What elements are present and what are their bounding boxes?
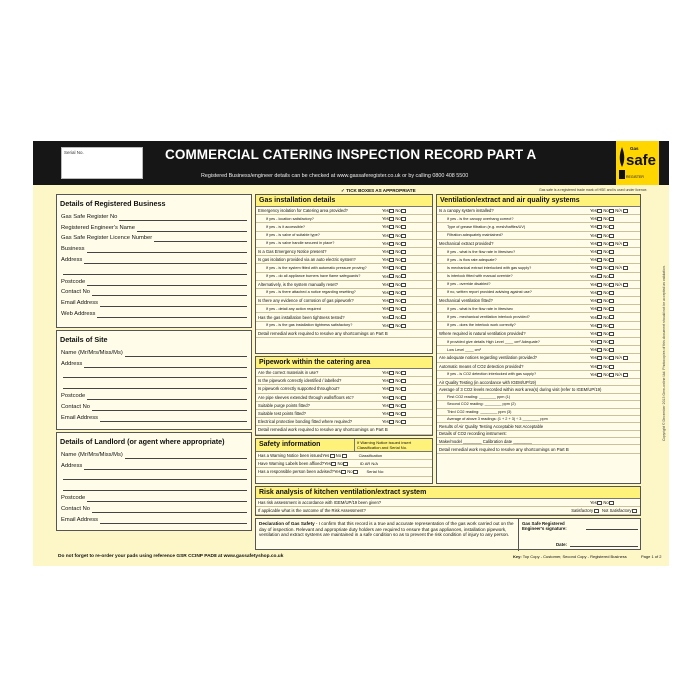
air-quality-text: Results of Air Quality Testing Acceptable Not Acceptable [439,423,544,429]
ventilation-check-options[interactable]: Yes No [590,347,638,352]
trademark-note: Gas safe is a registered trade mark of HSE and is used under licence. [539,188,648,192]
landlord-field-input[interactable] [84,464,247,470]
pipework-check-options[interactable]: Yes No [382,370,430,375]
pipework-check-options[interactable]: Yes No [382,395,430,400]
ventilation-check-question: Type of grease filtration (e.g. mesh/baffles/UV) [447,224,526,229]
gas-check-options[interactable]: Yes No [382,315,430,320]
ventilation-check-row [437,338,640,346]
landlord-field-row [57,502,251,513]
gas-check-question: Is there any evidence of corrosion of gas pipework? [258,298,354,304]
pipework-check-question: Are the correct materials in use? [258,370,319,376]
gas-check-question: Alternatively, is the system manually reset? [258,281,338,287]
serial-number-field[interactable] [61,147,143,179]
ventilation-check-options[interactable]: Yes No N/A [590,282,638,287]
business-field-input[interactable] [97,312,247,318]
ventilation-check-options[interactable]: Yes No N/A [590,208,638,213]
air-quality-text: Make/model ________ Calibration date ________ [439,438,532,444]
risk-analysis-panel [255,486,641,516]
ventilation-check-row [437,289,640,297]
site-field-label: Contact No [61,403,90,410]
ventilation-check-question: Is interlock fitted with manual override? [447,274,513,279]
ventilation-check-options[interactable]: Yes No [590,233,638,238]
gas-check-options[interactable]: Yes No [382,249,430,254]
pipework-check-row [256,402,432,410]
air-quality-text: Average of 3 CO2 levels recorded within work area(s) during visit (refer to IGEM/UP/19) [439,387,602,393]
landlord-field-input[interactable] [87,496,247,502]
ventilation-check-question: Mechanical ventilation fitted? [439,298,493,304]
business-field-input[interactable] [137,226,247,232]
gas-check-row [256,264,432,272]
declaration-text: Declaration of Gas Safety - I confirm that this record is a true and accurate representation of the gas work carried out on the day of inspection. Relevant and appropriate duty holders are required to ensure that gas appliances, installation pipework, ventilation and extract systems are maintained in a safe condition so as to prevent the risk condition of injury to any person. [259,521,514,538]
risk-outcome-options[interactable]: Satisfactory Not Satisfactory [571,508,638,513]
site-field-row [57,357,251,368]
ventilation-check-options[interactable]: Yes No [590,257,638,262]
business-field-label: Business [61,246,85,253]
gas-check-options[interactable]: Yes No [382,224,430,229]
gas-check-question: If yes - location satisfactory? [266,216,314,221]
gas-check-question: If yes - detail any action required [266,306,321,311]
air-quality-text: Details of CO2 recording instrument: [439,431,507,437]
site-field-row [57,368,251,379]
safety-check-row [256,460,432,468]
air-quality-row[interactable] [437,394,640,401]
landlord-details-title: Details of Landlord (or agent where appropriate) [60,437,225,446]
site-field-label: Name (Mr/Mrs/Miss/Ms) [61,349,123,356]
air-quality-row[interactable] [437,438,640,445]
pipework-check-row [256,410,432,418]
pipework-check-row [256,418,432,426]
gas-check-row [256,240,432,248]
safety-check-row [256,452,432,460]
form-header [33,141,669,185]
warning-notice-instruction: If Warning Notice issued insert Classification and Serial No. [354,439,432,451]
ventilation-check-row [437,354,640,362]
ventilation-check-options[interactable]: Yes No N/A [590,265,638,270]
copy-key: Key: Top Copy - Customer, Second Copy - Registered Business [513,554,627,559]
safety-check-question: Have Warning Labels been affixed? [258,461,325,467]
ventilation-panel [436,194,641,484]
air-quality-row[interactable] [437,423,640,430]
ventilation-check-options[interactable]: Yes No [590,315,638,320]
air-quality-row[interactable] [437,409,640,416]
gas-check-options[interactable]: Yes No [382,257,430,262]
gas-check-row [256,207,432,215]
business-field-row [57,242,251,253]
ventilation-check-options[interactable]: Yes No [590,274,638,279]
ventilation-check-row [437,297,640,305]
business-field-input[interactable] [119,215,247,221]
safety-check-options[interactable]: Yes No [324,461,357,466]
site-field-row [57,411,251,422]
risk-outcome-row: If applicable what is the outcome of the Risk Assessment? Satisfactory Not Satisfactory [256,507,640,515]
tick-boxes-instruction: ✓ TICK BOXES AS APPROPRIATE [341,188,416,193]
business-field-row [57,275,251,286]
risk-analysis-title: Risk analysis of kitchen ventilation/extract system [256,487,640,499]
air-quality-text: Third CO2 reading: ________ ppm (3) [447,409,512,414]
ventilation-check-question: If yes - mechanical ventilation interlock provided? [447,315,530,320]
registered-business-title: Details of Registered Business [60,199,166,208]
ventilation-remedial-note: Detail remedial work required to resolve any shortcomings on Part B [437,445,640,453]
gas-check-row [256,289,432,297]
gas-check-question: If yes - is the gas installation tightness satisfactory? [266,323,353,328]
gas-check-options[interactable]: Yes No [382,306,430,311]
gas-check-options[interactable]: Yes No [382,265,430,270]
gas-check-row [256,273,432,281]
ventilation-check-question: If no, written report provided advising against use? [447,290,532,295]
gas-check-row [256,297,432,305]
pipework-check-question: Is the pipework correctly identified / labelled? [258,378,342,384]
ventilation-check-row [437,248,640,256]
safety-check-options[interactable]: Yes No [322,453,355,458]
business-field-label: Gas Safe Register Licence Number [61,235,153,242]
landlord-field-label: Postcode [61,494,86,501]
ventilation-check-question: If yes - does the interlock work correctly? [447,323,516,328]
date-label: Date: [556,542,567,547]
ventilation-check-row [437,256,640,264]
gas-check-options[interactable]: Yes No [382,216,430,221]
pipework-check-row [256,369,432,377]
ventilation-check-row [437,223,640,231]
site-field-row [57,389,251,400]
risk-assessment-row: Has risk assessment in accordance with IGEM/UP/19 been given? Yes No [256,499,640,507]
gas-check-options[interactable]: Yes No [382,274,430,279]
business-field-row [57,286,251,297]
ventilation-check-question: If yes - is the canopy overhang correct? [447,216,514,221]
pipework-check-question: Suitable purge points fitted? [258,402,310,408]
pipework-remedial-note: Detail remedial work required to resolve any shortcomings on Part B [256,426,432,434]
air-quality-row[interactable] [437,401,640,408]
pipework-check-options[interactable]: Yes No [382,378,430,383]
ventilation-check-question: If yes - what is the flow rate in litres/sec? [447,249,516,254]
logo-text-safe: safe [626,152,657,169]
ventilation-check-options[interactable]: Yes No N/A [590,372,638,377]
site-field-input[interactable] [63,383,247,389]
ventilation-check-question: Filtration adequately maintained? [447,233,503,238]
gas-check-options[interactable]: Yes No [382,298,430,303]
gas-check-options[interactable]: Yes No [382,282,430,287]
site-field-input[interactable] [84,362,247,368]
ventilation-check-row [437,330,640,338]
flame-icon [618,145,626,181]
safety-information-title: Safety information [256,439,354,451]
landlord-field-input[interactable] [92,507,247,513]
gas-check-options[interactable]: Yes No [382,208,430,213]
ventilation-check-row [437,322,640,330]
site-field-label: Email Address [61,414,99,421]
gas-check-options[interactable]: Yes No [382,290,430,295]
landlord-field-row [57,491,251,502]
business-field-input[interactable] [92,290,247,296]
site-field-input[interactable] [87,394,247,400]
business-field-label: Gas Safe Register No [61,213,118,220]
gas-check-options[interactable]: Yes No [382,323,430,328]
gas-check-question: Is a Gas Emergency Notice present? [258,249,327,255]
safety-check-row [256,468,432,476]
business-field-input[interactable] [84,258,247,264]
gas-check-question: Emergency isolation for Catering area provided? [258,208,348,214]
ventilation-check-options[interactable]: Yes No [590,249,638,254]
gas-check-question: Has the gas installation been tightness tested? [258,314,345,320]
landlord-field-row [57,448,251,459]
ventilation-check-question: Are adequate notices regarding ventilation provided? [439,355,538,361]
landlord-field-row [57,459,251,470]
business-field-label: Postcode [61,278,86,285]
ventilation-check-options[interactable]: Yes No N/A [590,355,638,360]
landlord-field-label: Address [61,462,83,469]
gas-check-row [256,223,432,231]
ventilation-check-options[interactable]: Yes No [590,331,638,336]
air-quality-text: First CO2 reading: ________ ppm (1) [447,394,511,399]
inspection-form-sheet [33,141,669,566]
ventilation-check-row [437,363,640,371]
landlord-field-row [57,513,251,524]
safety-check-extra: Classification [358,453,383,459]
business-field-row [57,264,251,275]
ventilation-check-question: Is a canopy system installed? [439,208,494,214]
business-field-row [57,296,251,307]
safety-information-panel [255,438,433,484]
pipework-panel [255,356,433,436]
gas-check-question: If yes - is valve of suitable type? [266,233,320,238]
pipework-check-question: Are pipe sleeves extended through walls/floors etc? [258,394,354,400]
gas-check-row [256,313,432,321]
gas-check-options[interactable]: Yes No [382,233,430,238]
gas-safe-logo [616,141,659,185]
declaration-panel [255,518,641,550]
pipework-check-question: Is pipework correctly supported throughout? [258,386,340,392]
ventilation-check-row [437,232,640,240]
air-quality-row[interactable] [437,431,640,438]
air-quality-text: Air Quality Testing (in accordance with IGEM/UP/19) [439,379,536,385]
pipework-check-row [256,394,432,402]
landlord-field-row [57,470,251,481]
air-quality-row [437,379,640,386]
gas-check-question: If yes - do all appliance burners have flame safeguards? [266,274,361,279]
pipework-check-options[interactable]: Yes No [382,386,430,391]
gas-check-question: Is gas isolation provided via an auto electric system? [258,257,356,263]
ventilation-check-options[interactable]: Yes No [590,306,638,311]
ventilation-check-question: If yes - override disabled? [447,282,491,287]
ventilation-title: Ventilation/extract and air quality systems [437,195,640,207]
site-details-title: Details of Site [60,335,108,344]
site-field-row [57,400,251,411]
gas-installation-title: Gas installation details [256,195,432,207]
business-field-label: Registered Engineer's Name [61,224,135,231]
ventilation-check-options[interactable]: Yes No [590,216,638,221]
ventilation-check-question: If yes - is flow rate adequate? [447,257,497,262]
gas-check-row [256,281,432,289]
site-field-row [57,346,251,357]
business-field-input[interactable] [63,269,247,275]
landlord-field-input[interactable] [63,485,247,491]
landlord-field-row [57,480,251,491]
gas-check-row [256,215,432,223]
ventilation-check-question: Where required is natural ventilation provided? [439,330,526,336]
gas-check-options[interactable]: Yes No [382,241,430,246]
gas-check-row [256,256,432,264]
business-field-row [57,253,251,264]
air-quality-row[interactable] [437,416,640,423]
air-quality-text: Second CO2 reading: ________ ppm (2) [447,402,516,407]
ventilation-check-row [437,371,640,379]
pipework-check-options[interactable]: Yes No [382,403,430,408]
site-details-panel [56,330,252,430]
pipework-check-question: Suitable test points fitted? [258,411,306,417]
ventilation-check-options[interactable]: Yes No [590,224,638,229]
business-field-label: Web Address [61,310,96,317]
gas-installation-panel [255,194,433,354]
site-field-label: Postcode [61,392,86,399]
ventilation-check-options[interactable]: Yes No [590,298,638,303]
business-field-label: Contact No [61,289,90,296]
business-field-input[interactable] [87,247,247,253]
safety-check-extra: Serial No: [366,469,385,475]
logo-text-gas: Gas [630,146,639,151]
gas-remedial-note: Detail remedial work required to resolve any shortcomings on Part B [256,330,432,338]
ventilation-check-row [437,273,640,281]
pipework-check-options[interactable]: Yes No [382,411,430,416]
risk-assessment-options[interactable]: Yes No [590,500,638,505]
declaration-heading: Declaration of Gas Safety [259,521,315,526]
business-field-input[interactable] [100,301,247,307]
date-field[interactable] [570,546,638,547]
business-field-input[interactable] [154,236,247,242]
pipework-check-options[interactable]: Yes No [382,419,430,424]
engineer-signature-label: Gas Safe Registered Engineer's signature: [522,521,567,532]
landlord-field-input[interactable] [125,453,247,459]
form-title: COMMERCIAL CATERING INSPECTION RECORD PART A [165,147,537,162]
ventilation-check-question: If yes - what is the flow rate in litres/sec [447,306,514,311]
ventilation-check-row [437,313,640,321]
ventilation-check-question: If yes - is CO2 detection interlocked with gas supply? [447,372,537,377]
ventilation-check-row [437,346,640,354]
ventilation-check-row [437,240,640,248]
ventilation-check-options[interactable]: Yes No [590,364,638,369]
air-quality-text: Average of above 3 readings: (1 + 2 + 3) ÷ 3 ________ ppm [447,417,548,422]
form-subtitle: Registered Business/engineer details can be checked at www.gassaferegister.co.uk or by calling 0800 408 5500 [201,173,469,179]
ventilation-check-options[interactable]: Yes No [590,323,638,328]
registered-business-panel [56,194,252,328]
landlord-details-panel [56,432,252,531]
pipework-title: Pipework within the catering area [256,357,432,369]
ventilation-check-row [437,264,640,272]
gas-check-question: If yes - is there attached a notice regarding resetting? [266,290,356,295]
reorder-note: Do not forget to re-order your pads using reference GSR CCINP PAD8 at www.gassafetyshop.co.uk [58,554,284,559]
copyright-note: Copyright © December 2013 Gem-online Ltd. Photocopies of this document should not be accepted as validation. [662,265,666,441]
business-field-label: Email Address [61,300,99,307]
business-field-row [57,232,251,243]
site-field-label: Address [61,360,83,367]
landlord-field-label: Email Address [61,516,99,523]
business-field-input[interactable] [87,280,247,286]
business-field-row [57,210,251,221]
safety-check-question: Has a responsible person been advised? [258,469,334,475]
gas-check-question: If yes - is it accessible? [266,224,306,229]
ventilation-check-question: Automatic means of CO2 detection provided? [439,363,524,369]
business-field-label: Address [61,256,83,263]
gas-check-row [256,248,432,256]
site-field-input[interactable] [63,372,247,378]
gas-check-row [256,305,432,313]
ventilation-check-question: Is mechanical extract interlocked with gas supply? [447,265,532,270]
landlord-field-label: Name (Mr/Mrs/Miss/Ms) [61,451,123,458]
air-quality-row [437,386,640,393]
logo-text-register: REGISTER [626,175,644,179]
ventilation-check-row [437,305,640,313]
site-field-input[interactable] [92,405,247,411]
site-field-input[interactable] [125,351,247,357]
safety-check-extra: ID AR N/A [359,461,379,467]
ventilation-check-row [437,215,640,223]
landlord-field-input[interactable] [63,474,247,480]
ventilation-check-row [437,207,640,215]
site-field-row [57,378,251,389]
gas-check-question: If yes - is valve handle secured in place? [266,241,335,246]
business-field-row [57,221,251,232]
gas-check-row [256,232,432,240]
ventilation-check-options[interactable]: Yes No N/A [590,241,638,246]
ventilation-check-options[interactable]: Yes No [590,290,638,295]
business-field-row [57,307,251,318]
ventilation-check-question: Mechanical extract provided? [439,240,494,246]
ventilation-check-options[interactable]: Yes No [590,339,638,344]
safety-check-question: Has a Warning Notice been issued [258,453,323,459]
engineer-signature-field[interactable] [586,529,638,530]
landlord-field-label: Contact No [61,505,90,512]
gas-check-question: If yes - is the system fitted with automatic pressure proving? [266,265,367,270]
ventilation-check-row [437,281,640,289]
serial-number-label: Serial No. [64,150,84,155]
ventilation-check-question: Low Level ____ cm² [447,347,481,352]
landlord-field-input[interactable] [100,518,247,524]
pipework-check-question: Electrical protective bonding fitted where required? [258,419,353,425]
pipework-check-row [256,385,432,393]
page-number: Page 1 of 2 [641,554,662,559]
ventilation-check-question: If provided give details High Level ____ cm² Adequate? [447,339,540,344]
pipework-check-row [256,377,432,385]
safety-check-options[interactable]: Yes No [334,469,364,474]
gas-check-row [256,322,432,330]
site-field-input[interactable] [100,416,247,422]
